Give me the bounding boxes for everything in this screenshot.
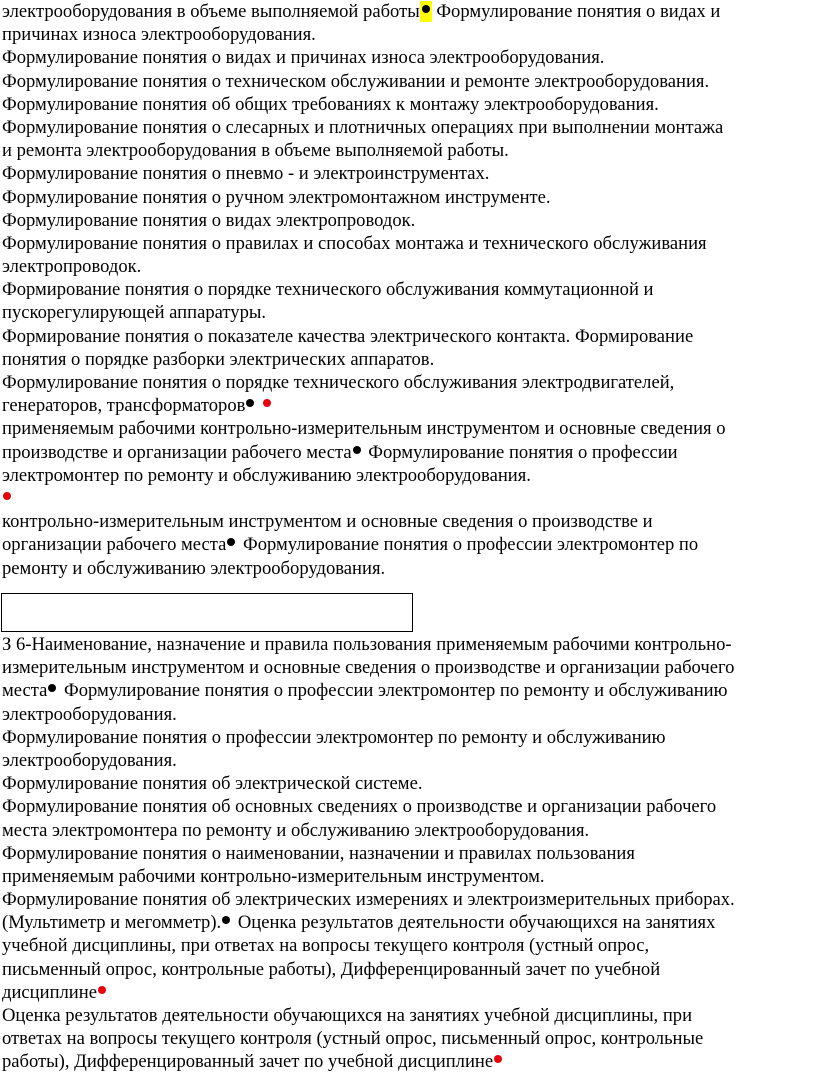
text-line: учебной дисциплины, при ответах на вопросы текущего контроля (устный опрос,: [2, 935, 650, 957]
text-line: контрольно-измерительным инструментом и основные сведения о производстве и: [2, 511, 653, 533]
text-line: работы), Дифференцированный зачет по учебной дисциплине: [2, 1050, 814, 1073]
text-line: электропроводок.: [2, 256, 142, 278]
text-line: Формулирование понятия о порядке технического обслуживания электродвигателей,: [2, 372, 675, 393]
bullet-icon: [222, 916, 230, 924]
empty-table-cell: [1, 593, 413, 632]
bullet-icon: [422, 5, 430, 13]
text-line: Формулирование понятия о правилах и способах монтажа и технического обслуживания: [2, 232, 707, 254]
bullet-icon: [227, 538, 235, 546]
text-line: [2, 487, 814, 510]
text-line: пускорегулирующей аппаратуры.: [2, 302, 267, 324]
bullet-icon: [48, 684, 56, 692]
text-line: Формулирование понятия об электрических измерениях и электроизмерительных приборах.: [2, 889, 735, 911]
text-block-top: [2, 0, 814, 580]
text-line: Формулирование понятия о слесарных и плотничных операциях при выполнении монтажа: [2, 116, 724, 138]
red-bullet-icon: [494, 1055, 502, 1063]
text-line: и ремонта электрооборудования в объеме выполняемой работы.: [2, 140, 509, 162]
text-line: Формулирование понятия о ручном электромонтажном инструменте.: [2, 186, 551, 208]
text-line: ответах на вопросы текущего контроля (устный опрос, письменный опрос, контрольные: [2, 1028, 704, 1050]
red-bullet-icon: [3, 492, 11, 500]
text-line: электромонтер по ремонту и обслуживанию электрооборудования.: [2, 464, 531, 486]
text-line: Формулирование понятия о наименовании, назначении и правилах пользования: [2, 842, 635, 864]
text-line: Формулирование понятия о видах и причинах износа электрооборудования.: [2, 47, 605, 69]
highlight-marker: [420, 1, 432, 22]
text-line: письменный опрос, контрольные работы), Дифференцированный зачет по учебной: [2, 958, 661, 980]
red-bullet-icon: [263, 399, 271, 407]
text-line: дисциплине: [2, 981, 814, 1004]
text-line: Формулирование понятия об основных сведениях о производстве и организации рабочего: [2, 796, 717, 818]
text-line: электрооборудования.: [2, 703, 177, 725]
text-line: электрооборудования.: [2, 749, 177, 771]
text-line: (Мультиметр и мегомметр). Оценка результатов деятельности обучающихся на занятиях: [2, 912, 716, 934]
text-line: Формулирование понятия о видах электропроводок.: [2, 209, 416, 231]
text-line: понятия о порядке разборки электрических аппаратов.: [2, 348, 435, 370]
text-line: Формулирование понятия об общих требованиях к монтажу электрооборудования.: [2, 93, 659, 115]
text-line: производстве и организации рабочего места Формулирование понятия о профессии: [2, 441, 678, 463]
text-line: Оценка результатов деятельности обучающихся на занятиях учебной дисциплины, при: [2, 1005, 693, 1026]
text-line: организации рабочего места Формулирование понятия о профессии электромонтер по: [2, 534, 699, 556]
text-line: Формулирование понятия о техническом обслуживании и ремонте электрооборудования.: [2, 70, 710, 92]
text-block-bottom: [2, 633, 814, 1074]
text-line: Формирование понятия о показателе качества электрического контакта. Формирование: [2, 325, 694, 347]
text-line: применяемым рабочими контрольно-измерительным инструментом и основные сведения о: [2, 418, 726, 440]
text-line: измерительным инструментом и основные сведения о производстве и организации рабочего: [2, 657, 735, 679]
text-line: места электромонтера по ремонту и обслуживанию электрооборудования.: [2, 819, 590, 841]
text-line: электрооборудования в объеме выполняемой работы Формулирование понятия о видах и: [2, 1, 721, 22]
red-bullet-icon: [98, 986, 106, 994]
bullet-icon: [353, 446, 361, 454]
text-line: генераторов, трансформаторов: [2, 394, 814, 417]
text-line: применяемым рабочими контрольно-измерительным инструментом.: [2, 865, 545, 887]
text-line: Формулирование понятия об электрической системе.: [2, 773, 423, 795]
text-line: Формирование понятия о порядке технического обслуживания коммутационной и: [2, 279, 654, 301]
bullet-icon: [246, 399, 254, 407]
text-line: причинах износа электрооборудования.: [2, 24, 316, 46]
text-line: Формулирование понятия о пневмо - и электроинструментах.: [2, 163, 490, 185]
text-line: З 6-Наименование, назначение и правила пользования применяемым рабочими контрольно-: [2, 634, 732, 655]
text-line: места Формулирование понятия о профессии электромонтер по ремонту и обслуживанию: [2, 680, 728, 702]
text-line: Формулирование понятия о профессии электромонтер по ремонту и обслуживанию: [2, 726, 666, 748]
text-line: ремонту и обслуживанию электрооборудования.: [2, 557, 386, 579]
